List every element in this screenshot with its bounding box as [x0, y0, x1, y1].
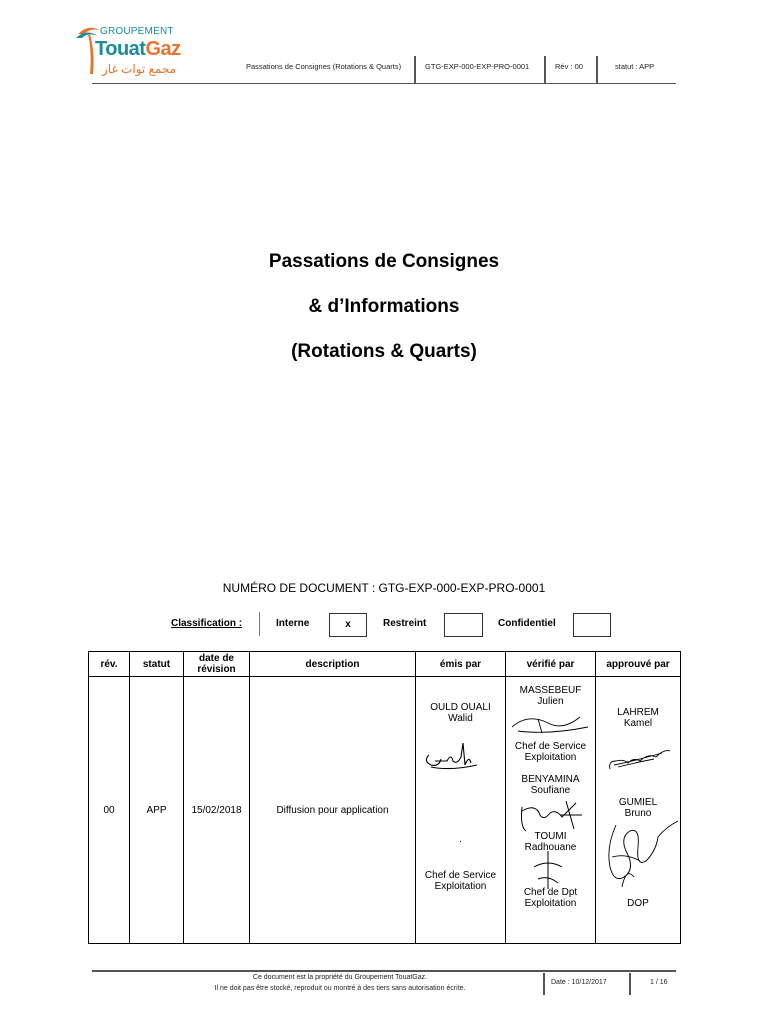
footer-divider — [543, 973, 545, 995]
signature-approuve-1 — [604, 743, 676, 777]
cell-verifie — [506, 677, 596, 944]
emis-dot: . — [459, 834, 462, 845]
logo-top-text: GROUPEMENT — [100, 26, 174, 37]
footer-divider — [629, 973, 631, 995]
footer-ownership-line: Ce document est la propriété du Groupement TouatGaz. — [252, 974, 428, 981]
signature-emis — [421, 735, 481, 775]
verifie-p3-role2: Exploitation — [524, 898, 577, 909]
checkbox-confidentiel[interactable] — [573, 613, 611, 637]
verifie-p1-role2: Exploitation — [524, 752, 577, 763]
signature-approuve-2 — [596, 817, 681, 897]
table-header-row — [89, 652, 681, 677]
verifie-p3-name2: Radhouane — [524, 842, 577, 853]
cell-emis — [416, 677, 506, 944]
logo-main-text: TouatGaz — [95, 38, 181, 60]
verifie-p1-name1: MASSEBEUF — [519, 685, 582, 696]
header-divider — [596, 56, 598, 84]
verifie-p3-role1: Chef de Dpt — [523, 887, 578, 898]
header-rev: Rév : 00 — [555, 62, 583, 71]
verifie-p1-name2: Julien — [537, 696, 564, 707]
logo-arabic-text: مجمع توات غاز — [102, 62, 177, 76]
document-title-line2: & d’Informations — [308, 296, 460, 317]
emis-name1: OULD OUALI — [430, 702, 491, 713]
cell-statut: APP — [130, 677, 184, 944]
approuve-p1-name1: LAHREM — [617, 707, 659, 718]
verifie-p3-name1: TOUMI — [534, 831, 567, 842]
emis-role1: Chef de Service — [424, 870, 497, 881]
col-header-rev: rév. — [89, 652, 130, 677]
approuve-p2-name1: GUMIEL — [618, 797, 658, 808]
classification-option-interne: Interne — [276, 618, 310, 629]
footer-page-number: 1 / 16 — [650, 979, 668, 986]
classification-label: Classification : — [171, 618, 243, 629]
col-header-emis: émis par — [416, 652, 506, 677]
col-header-statut: statut — [130, 652, 184, 677]
classification-option-restreint: Restreint — [383, 618, 427, 629]
emis-role2: Exploitation — [434, 881, 487, 892]
header-code: GTG-EXP-000-EXP-PRO-0001 — [425, 62, 530, 71]
approuve-role: DOP — [627, 898, 649, 909]
footer-confidentiality-line: Il ne doit pas être stocké, reproduit ou montré à des tiers sans autorisation écrite. — [214, 985, 466, 992]
document-number: NUMÉRO DE DOCUMENT : GTG-EXP-000-EXP-PRO-0001 — [222, 581, 546, 595]
cell-description: Diffusion pour application — [250, 677, 416, 944]
header-status: statut : APP — [615, 62, 655, 71]
header-rule — [92, 83, 676, 84]
col-header-verifie: vérifié par — [506, 652, 596, 677]
checkbox-interne[interactable]: x — [329, 613, 367, 637]
table-row — [89, 677, 681, 944]
company-logo — [74, 22, 214, 82]
emis-name2: Walid — [448, 713, 473, 724]
classification-option-confidentiel: Confidentiel — [498, 618, 556, 629]
verifie-p1-role1: Chef de Service — [514, 741, 587, 752]
cell-date: 15/02/2018 — [184, 677, 250, 944]
verifie-p2-name1: BENYAMINA — [521, 774, 580, 785]
approuve-p2-name2: Bruno — [624, 808, 652, 819]
signature-verifie-1 — [508, 709, 594, 739]
classification-divider — [259, 612, 260, 636]
checkbox-restreint[interactable] — [444, 613, 483, 637]
col-header-description: description — [250, 652, 416, 677]
header-title: Passations de Consignes (Rotations & Quarts) — [246, 62, 402, 71]
document-title-line1: Passations de Consignes — [268, 251, 500, 272]
footer-date: Date : 10/12/2017 — [551, 979, 607, 986]
cell-rev: 00 — [89, 677, 130, 944]
cell-approuve — [596, 677, 681, 944]
revision-table — [88, 651, 681, 944]
document-title-line3: (Rotations & Quarts) — [291, 341, 477, 362]
header-divider — [414, 56, 416, 84]
approuve-p1-name2: Kamel — [623, 718, 653, 729]
verifie-p2-name2: Soufiane — [530, 785, 571, 796]
col-header-date: date de révision — [184, 652, 250, 677]
header-divider — [544, 56, 546, 84]
col-header-approuve: approuvé par — [596, 652, 681, 677]
